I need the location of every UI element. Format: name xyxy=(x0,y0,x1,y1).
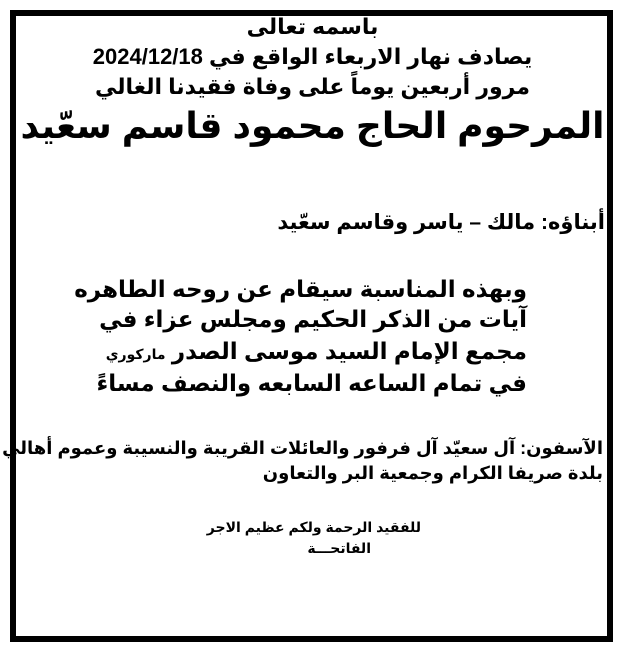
mourners-line-2: بلدة صريفا الكرام وجمعية البر والتعاون xyxy=(262,463,603,483)
occasion-line-4: في تمام الساعه السابعه والنصف مساءً xyxy=(96,370,527,396)
venue-area: ماركوري xyxy=(105,346,166,362)
occasion-line-2: آيات من الذكر الحكيم ومجلس عزاء في xyxy=(99,306,527,332)
closing-line-1: للفقيد الرحمة ولكم عظيم الاجر xyxy=(206,519,421,535)
venue-name: مجمع الإمام السيد موسى الصدر xyxy=(165,338,527,364)
date-value: 2024/12/18 xyxy=(92,44,203,69)
date-line-prefix: يصادف نهار الاربعاء الواقع في xyxy=(202,44,533,69)
basmala-heading: باسمه تعالى xyxy=(246,14,379,39)
occasion-line-1: وبهذه المناسبة سيقام عن روحه الطاهره xyxy=(74,276,527,302)
sons-line: أبناؤه: مالك – ياسر وقاسم سعّيد xyxy=(277,211,605,234)
occasion-line-3 xyxy=(106,340,527,363)
forty-days-line: مرور أربعين يوماً على وفاة فقيدنا الغالي xyxy=(95,74,530,99)
deceased-name: المرحوم الحاج محمود قاسم سعّيد xyxy=(20,105,605,146)
closing-line-2: الفاتحـــة xyxy=(307,540,371,556)
mourners-line-1: الآسفون: آل سعيّد آل فرفور والعائلات القريبة والنسيبة وعموم أهالي xyxy=(2,438,603,458)
date-line xyxy=(0,46,625,68)
